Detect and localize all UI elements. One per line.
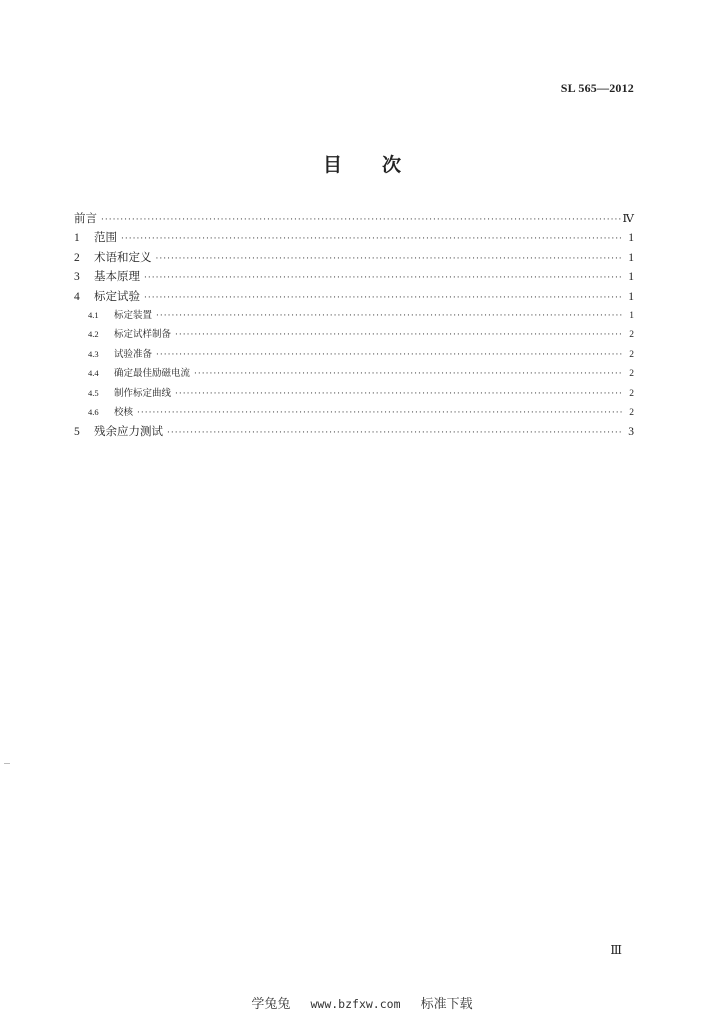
toc-entry-foreword[interactable] — [74, 209, 634, 228]
watermark-site-name: 学兔兔 — [251, 997, 291, 1012]
toc-leader-dots — [101, 211, 622, 230]
toc-entry-page: 2 — [629, 407, 634, 418]
toc-entry-number: 5 — [74, 426, 80, 439]
toc-leader-dots — [175, 385, 622, 404]
toc-entry-page: 1 — [628, 290, 634, 303]
table-of-contents — [74, 209, 634, 442]
toc-entry-5[interactable] — [74, 422, 634, 441]
toc-entry-label: 范围 — [94, 230, 117, 245]
toc-leader-dots — [175, 326, 622, 345]
toc-entry-number: 1 — [74, 232, 80, 245]
toc-entry-4[interactable] — [74, 287, 634, 306]
toc-entry-page: 2 — [629, 388, 634, 399]
toc-leader-dots — [121, 230, 622, 249]
toc-entry-label: 标定装置 — [114, 309, 153, 321]
toc-entry-3[interactable] — [74, 267, 634, 286]
toc-entry-number: 4.3 — [88, 348, 99, 359]
toc-entry-page: 3 — [628, 426, 634, 439]
toc-leader-dots — [156, 307, 622, 326]
toc-leader-dots — [194, 365, 622, 384]
toc-entry-4-2[interactable] — [74, 325, 634, 344]
toc-entry-page: 1 — [628, 251, 634, 264]
toc-leader-dots — [144, 269, 622, 288]
document-code: SL 565—2012 — [560, 81, 634, 95]
toc-entry-number: 4.1 — [88, 309, 99, 320]
toc-entry-label: 前言 — [74, 211, 97, 225]
toc-leader-dots — [167, 424, 622, 443]
watermark-tagline: 标准下载 — [420, 997, 473, 1012]
toc-entry-page: 1 — [628, 271, 634, 284]
toc-entry-number: 3 — [74, 271, 80, 284]
toc-entry-label: 基本原理 — [94, 269, 140, 284]
toc-entry-label: 校核 — [114, 406, 134, 418]
toc-title — [0, 150, 724, 177]
toc-entry-number: 2 — [74, 251, 80, 264]
scan-edge-mark — [4, 763, 10, 764]
page-number: Ⅲ — [610, 943, 622, 957]
toc-entry-number: 4 — [74, 290, 80, 303]
toc-entry-4-1[interactable] — [74, 306, 634, 325]
toc-entry-page: Ⅳ — [622, 213, 634, 225]
toc-entry-label: 标定试验 — [94, 288, 140, 303]
toc-entry-4-3[interactable] — [74, 345, 634, 364]
toc-entry-4-4[interactable] — [74, 364, 634, 383]
watermark-footer — [0, 993, 724, 1012]
toc-entry-page: 1 — [628, 232, 634, 245]
toc-entry-2[interactable] — [74, 248, 634, 267]
watermark-url[interactable]: www.bzfxw.com — [310, 997, 401, 1011]
toc-entry-label: 确定最佳励磁电流 — [114, 368, 191, 380]
toc-entry-number: 4.6 — [88, 406, 99, 417]
toc-entry-page: 1 — [629, 310, 634, 321]
toc-leader-dots — [144, 289, 622, 308]
toc-entry-label: 试验准备 — [114, 348, 153, 360]
toc-entry-page: 2 — [629, 349, 634, 360]
toc-leader-dots — [156, 346, 622, 365]
toc-entry-number: 4.2 — [88, 329, 99, 340]
toc-entry-1[interactable] — [74, 228, 634, 247]
toc-entry-label: 制作标定曲线 — [114, 387, 172, 399]
toc-leader-dots — [156, 250, 623, 269]
toc-title-char-1: 目 — [322, 154, 342, 176]
toc-entry-number: 4.4 — [88, 368, 99, 379]
toc-entry-4-6[interactable] — [74, 403, 634, 422]
toc-title-char-2: 次 — [382, 154, 402, 176]
toc-entry-label: 标定试样制备 — [114, 329, 172, 341]
toc-entry-page: 2 — [629, 369, 634, 380]
toc-entry-number: 4.5 — [88, 387, 99, 398]
toc-entry-label: 术语和定义 — [94, 249, 152, 264]
toc-entry-label: 残余应力测试 — [94, 424, 163, 439]
toc-entry-page: 2 — [629, 330, 634, 341]
toc-leader-dots — [137, 404, 622, 423]
toc-entry-4-5[interactable] — [74, 384, 634, 403]
